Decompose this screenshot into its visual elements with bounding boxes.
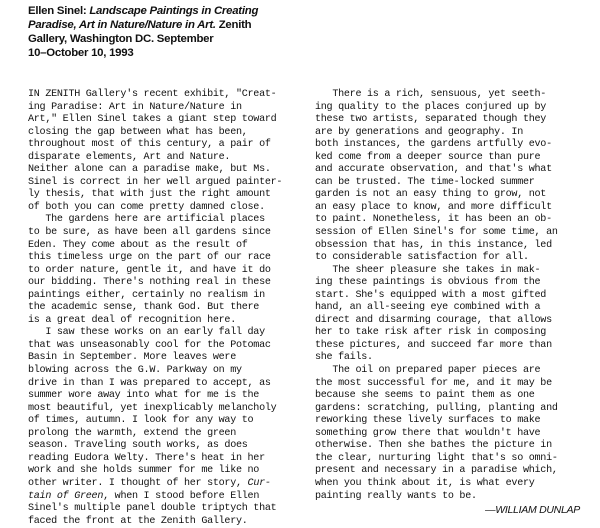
body-line: [28, 491, 300, 504]
review-header: [28, 5, 328, 61]
header-line-4: 10–October 10, 1993: [28, 46, 134, 59]
body-line: she fails.: [315, 352, 373, 364]
body-line: ing quality to the places conjured up by: [315, 101, 547, 113]
header-line-1: [28, 5, 328, 19]
body-line: IN ZENITH Gallery's recent exhibit, "Creat-: [28, 89, 277, 100]
body-line: Eden. They come about as the result of: [28, 239, 248, 251]
body-line: an easy place to know, and more difficult: [315, 201, 552, 213]
body-line: start. She's equipped with a most gifted: [315, 289, 547, 301]
body-line: throughout most of this century, a pair of: [28, 139, 271, 151]
body-line: to be sure, as have been all gardens since: [28, 227, 271, 239]
body-line: blowing across the G.W. Parkway on my: [28, 365, 242, 377]
body-line: ing these paintings is obvious from the: [315, 277, 541, 289]
body-line: the clear, nurturing light that's so omni-: [315, 452, 558, 464]
body-line: painting really wants to be.: [315, 490, 477, 502]
body-line: Sinel is correct in her well argued painter-: [28, 176, 283, 188]
body-line: of both you can come pretty damned close.: [28, 201, 265, 213]
body-line: I saw these works on an early fall day: [28, 327, 265, 339]
body-line: when you think about it, is what every: [315, 477, 535, 489]
body-line: disparate elements, Art and Nature.: [28, 151, 231, 163]
body-line: summer wore away into what for me is the: [28, 390, 260, 402]
body-line: The sheer pleasure she takes in mak-: [315, 264, 541, 276]
body-text: , when I stood before Ellen: [103, 490, 260, 502]
body-line: [28, 478, 300, 491]
body-line: faced the front at the Zenith Gallery.: [28, 515, 248, 527]
body-line: to considerable satisfaction for all.: [315, 252, 529, 264]
body-line: direct and disarming courage, that allows: [315, 314, 552, 326]
exhibit-title-part-1: Landscape Paintings in Creating: [89, 5, 259, 17]
story-title-part-1: Cur-: [247, 477, 271, 489]
body-line: present and necessary in a paradise which,: [315, 465, 558, 477]
gallery-name-part-1: Zenith: [215, 18, 252, 31]
body-line: The oil on prepared paper pieces are: [315, 365, 541, 377]
artist-name: Ellen Sinel:: [28, 5, 90, 17]
header-line-2: [28, 19, 328, 33]
body-line: ked come from a deeper source than pure: [315, 151, 541, 163]
body-line: to paint. Nonetheless, it has been an ob-: [315, 214, 552, 226]
body-line: because she seems to paint them as one: [315, 390, 535, 402]
body-line: drive in than I was prepared to accept, as: [28, 377, 271, 389]
body-line: her to take risk after risk in composing: [315, 327, 547, 339]
body-line: can be trusted. The time-locked summer: [315, 176, 535, 188]
body-line: to order nature, gentle it, and have it do: [28, 264, 271, 276]
body-line: closing the gap between what has been,: [28, 126, 248, 138]
story-title-part-2: tain of Green: [28, 490, 104, 502]
header-line-3: Gallery, Washington DC. September: [28, 32, 214, 45]
body-line: Neither alone can a paradise make, but Ms.: [28, 164, 271, 176]
body-line: work and she holds summer for me like no: [28, 465, 260, 477]
body-line: Sinel's multiple panel double triptych that: [28, 503, 277, 515]
body-line: reworking these lively surfaces to make: [315, 415, 541, 427]
body-text: other writer. I thought of her story,: [28, 477, 248, 489]
body-line: gardens: scratching, pulling, planting and: [315, 402, 558, 414]
body-line: hand, an all-seeing eye combined with a: [315, 302, 541, 314]
body-line: most beautiful, yet inexplicably melancholy: [28, 402, 277, 414]
body-line: ly thesis, that with just the right amount: [28, 189, 271, 201]
body-line: the academic sense, thank God. But there: [28, 302, 260, 314]
left-column: [28, 89, 300, 528]
body-line: ing Paradise: Art in Nature/Nature in: [28, 101, 242, 113]
body-line: garden is not an easy thing to grow, not: [315, 189, 547, 201]
body-line: Art," Ellen Sinel takes a giant step toward: [28, 114, 277, 126]
body-line: our bidding. There's nothing real in these: [28, 277, 271, 289]
body-line: that was unseasonably cool for the Potomac: [28, 339, 271, 351]
body-line: the most successful for me, and it may be: [315, 377, 552, 389]
body-line: There is a rich, sensuous, yet seeth-: [315, 89, 547, 100]
body-line: is a great deal of recognition here.: [28, 314, 236, 326]
author-signature: —WILLIAM DUNLAP: [485, 504, 580, 517]
body-line: The gardens here are artificial places: [28, 214, 265, 226]
body-line: and accurate observation, and that's what: [315, 164, 552, 176]
body-line: prolong the warmth, extend the green: [28, 427, 236, 439]
body-line: session of Ellen Sinel's for some time, an: [315, 227, 558, 239]
right-column: [315, 89, 590, 517]
body-line: obsession that has, in this instance, led: [315, 239, 552, 251]
body-line: otherwise. Then she bathes the picture in: [315, 440, 552, 452]
body-line: these pictures, and succeed far more than: [315, 339, 552, 351]
body-line: both instances, the gardens artfully evo-: [315, 139, 552, 151]
exhibit-title-part-2: Paradise, Art in Nature/Nature in Art.: [28, 18, 216, 31]
body-line: are by generations and geography. In: [315, 126, 523, 138]
body-line: something grow there that wouldn't have: [315, 427, 541, 439]
body-line: these two artists, separated though they: [315, 114, 547, 126]
body-line: of times, autumn. I look for any way to: [28, 415, 254, 427]
body-line: this timeless urge on the part of our race: [28, 252, 271, 264]
body-line: paintings either, certainly no realism in: [28, 289, 265, 301]
body-line: reading Eudora Welty. There's heat in her: [28, 452, 265, 464]
body-line: season. Traveling south works, as does: [28, 440, 248, 452]
body-line: Basin in September. More leaves were: [28, 352, 236, 364]
